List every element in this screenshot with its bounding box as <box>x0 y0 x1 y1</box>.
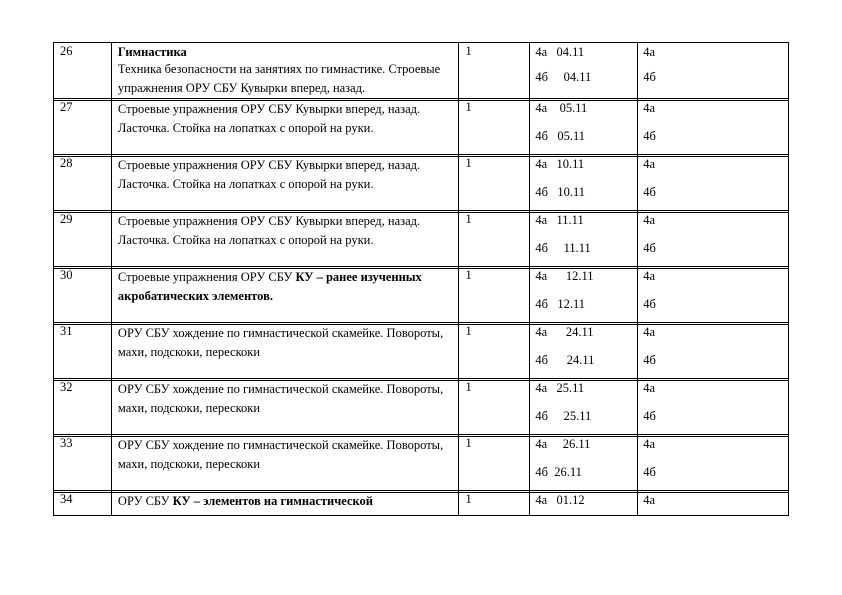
date-4b: 4б 12.11 <box>535 297 585 311</box>
topic-text: ОРУ СБУ хождение по гимнастической скамейке. Повороты, махи, подскоки, перескоки <box>117 438 444 471</box>
topic-text: Техника безопасности на занятиях по гимнастике. Строевые упражнения ОРУ СБУ Кувырки вперед, назад. <box>117 62 441 95</box>
lesson-topic <box>112 99 460 154</box>
table-row <box>53 491 789 516</box>
actual-dates <box>638 211 789 266</box>
lesson-number: 34 <box>54 491 112 515</box>
lesson-number: 32 <box>54 379 112 434</box>
topic-text: Строевые упражнения ОРУ СБУ <box>117 270 296 284</box>
planned-dates <box>530 491 638 515</box>
lesson-hours: 1 <box>459 267 530 322</box>
date-4a: 4а 26.11 <box>535 437 591 451</box>
lesson-topic <box>112 43 460 98</box>
date-4b: 4б 05.11 <box>535 129 585 143</box>
fact-4b: 4б <box>643 241 656 255</box>
fact-4a: 4а <box>643 101 656 115</box>
lesson-topic <box>112 435 460 490</box>
fact-4b: 4б <box>643 465 656 479</box>
topic-text: ОРУ СБУ хождение по гимнастической скамейке. Повороты, махи, подскоки, перескоки <box>117 382 444 415</box>
lesson-hours: 1 <box>459 323 530 378</box>
planned-dates <box>530 43 638 98</box>
actual-dates <box>638 267 789 322</box>
fact-4a: 4а <box>643 157 656 171</box>
actual-dates <box>638 43 789 98</box>
fact-4b: 4б <box>643 297 656 311</box>
lesson-hours: 1 <box>459 491 530 515</box>
date-4b: 4б 04.11 <box>535 70 592 84</box>
topic-text: Строевые упражнения ОРУ СБУ Кувырки вперед, назад. Ласточка. Стойка на лопатках с опорой на руки. <box>117 158 421 191</box>
lesson-hours: 1 <box>459 379 530 434</box>
table-row <box>53 155 789 211</box>
fact-4a: 4а <box>643 269 656 283</box>
date-4a: 4а 25.11 <box>535 381 585 395</box>
date-4a: 4а 05.11 <box>535 101 588 115</box>
lesson-topic <box>112 267 460 322</box>
date-4a: 4а 04.11 <box>535 45 585 59</box>
fact-4b: 4б <box>643 409 656 423</box>
table-row <box>53 379 789 435</box>
lesson-number: 31 <box>54 323 112 378</box>
lesson-hours: 1 <box>459 155 530 210</box>
lesson-hours: 1 <box>459 435 530 490</box>
lesson-plan-table <box>53 42 789 516</box>
lesson-hours: 1 <box>459 99 530 154</box>
actual-dates <box>638 435 789 490</box>
fact-4b: 4б <box>643 353 656 367</box>
topic-text: Строевые упражнения ОРУ СБУ Кувырки вперед, назад. Ласточка. Стойка на лопатках с опорой на руки. <box>117 102 421 135</box>
lesson-topic <box>112 323 460 378</box>
lesson-topic <box>112 211 460 266</box>
fact-4a: 4а <box>643 45 656 59</box>
topic-text: Строевые упражнения ОРУ СБУ Кувырки вперед, назад. Ласточка. Стойка на лопатках с опорой на руки. <box>117 214 421 247</box>
table-row <box>53 211 789 267</box>
actual-dates <box>638 491 789 515</box>
lesson-number: 28 <box>54 155 112 210</box>
date-4b: 4б 25.11 <box>535 409 592 423</box>
lesson-number: 26 <box>54 43 112 98</box>
planned-dates <box>530 323 638 378</box>
table-row <box>53 43 789 99</box>
lesson-topic <box>112 155 460 210</box>
date-4b: 4б 10.11 <box>535 185 585 199</box>
topic-text: ОРУ СБУ <box>117 494 173 508</box>
fact-4a: 4а <box>643 437 656 451</box>
table-row <box>53 323 789 379</box>
planned-dates <box>530 435 638 490</box>
fact-4a: 4а <box>643 493 656 507</box>
date-4b: 4б 11.11 <box>535 241 591 255</box>
topic-text-bold: КУ – элементов на гимнастической <box>172 494 374 508</box>
lesson-hours: 1 <box>459 211 530 266</box>
section-title: Гимнастика <box>117 45 187 59</box>
table-row <box>53 99 789 155</box>
date-4b: 4б 26.11 <box>535 465 582 479</box>
fact-4a: 4а <box>643 213 656 227</box>
lesson-number: 29 <box>54 211 112 266</box>
planned-dates <box>530 211 638 266</box>
topic-text-bold: КУ – ранее изученных акробатических элементов. <box>117 270 422 303</box>
actual-dates <box>638 323 789 378</box>
fact-4a: 4а <box>643 381 656 395</box>
fact-4a: 4а <box>643 325 656 339</box>
actual-dates <box>638 379 789 434</box>
lesson-topic <box>112 379 460 434</box>
planned-dates <box>530 155 638 210</box>
lesson-topic <box>112 491 460 515</box>
planned-dates <box>530 379 638 434</box>
lesson-number: 27 <box>54 99 112 154</box>
planned-dates <box>530 99 638 154</box>
fact-4b: 4б <box>643 185 656 199</box>
date-4a: 4а 01.12 <box>535 493 585 507</box>
actual-dates <box>638 99 789 154</box>
lesson-number: 33 <box>54 435 112 490</box>
date-4a: 4а 24.11 <box>535 325 594 339</box>
date-4a: 4а 11.11 <box>535 213 584 227</box>
actual-dates <box>638 155 789 210</box>
table-row <box>53 267 789 323</box>
date-4b: 4б 24.11 <box>535 353 595 367</box>
table-row <box>53 435 789 491</box>
lesson-hours: 1 <box>459 43 530 98</box>
topic-text: ОРУ СБУ хождение по гимнастической скамейке. Повороты, махи, подскоки, перескоки <box>117 326 444 359</box>
fact-4b: 4б <box>643 129 656 143</box>
date-4a: 4а 12.11 <box>535 269 594 283</box>
planned-dates <box>530 267 638 322</box>
date-4a: 4а 10.11 <box>535 157 585 171</box>
fact-4b: 4б <box>643 70 656 84</box>
lesson-number: 30 <box>54 267 112 322</box>
